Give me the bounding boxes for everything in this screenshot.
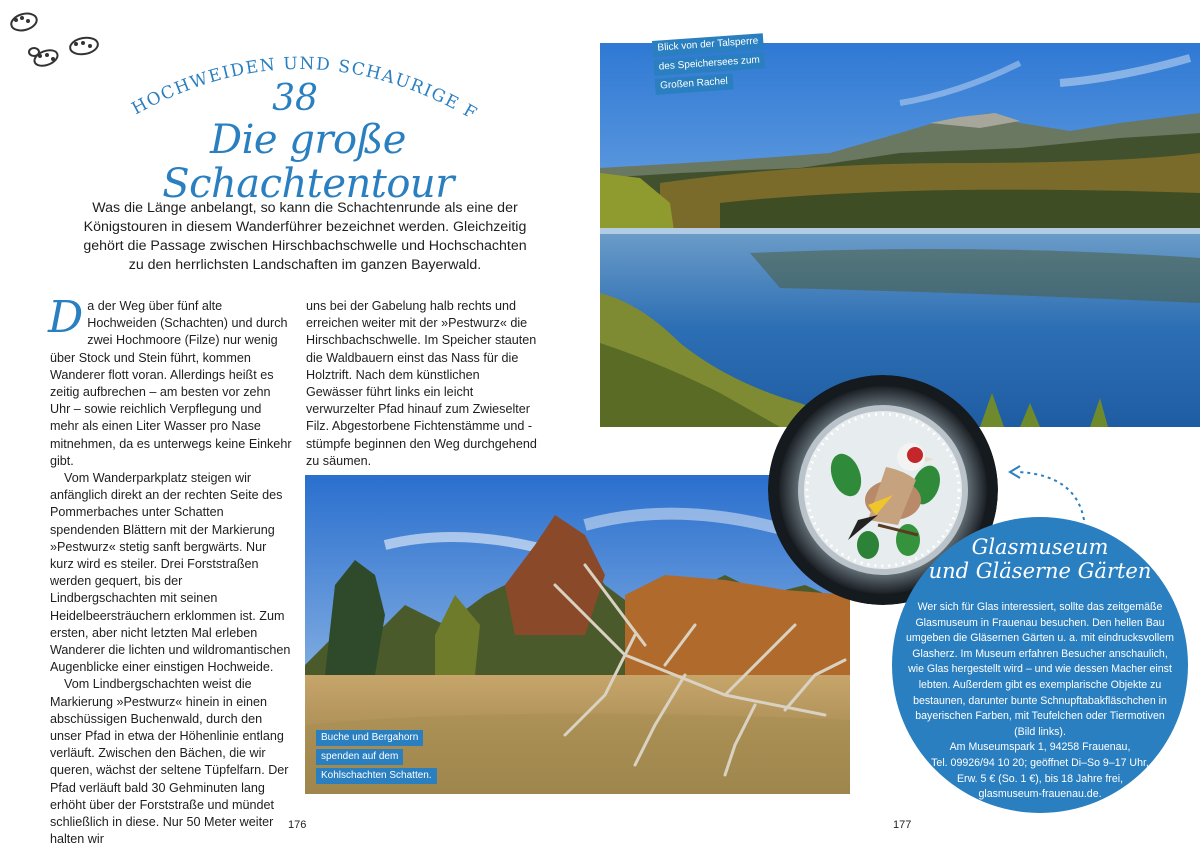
body-column-1	[48, 292, 292, 849]
page-title: Die große Schachtentour	[162, 117, 454, 207]
info-title-line: und Gläserne Gärten	[928, 559, 1152, 583]
lake-photo	[600, 43, 1200, 427]
drop-cap: D	[48, 292, 84, 343]
forest-caption	[316, 730, 437, 784]
info-website: glasmuseum-frauenau.de.	[978, 788, 1102, 801]
info-text	[906, 600, 1174, 803]
body-paragraph: Vom Lindbergschachten weist die Markierung »Pestwurz« hinein in einen abschüssigen Buchenwald, durch den unser Pfad in etwa der Höhenlinie entlang verläuft. Zwischen den Bächen, die wir queren, wächst der seltene Tüpfelfarn. Der Pfad verläuft bald 30 Gehminuten lang erhöht über der Forststraße und mündet schließlich in diese. Nur 50 Meter weiter halten wir	[50, 677, 289, 847]
lake-caption	[652, 33, 767, 95]
footprints-icon	[6, 6, 106, 72]
caption-line: Kohlschachten Schatten.	[316, 768, 437, 784]
tour-number: 38	[272, 78, 318, 119]
info-address: Am Museumspark 1, 94258 Frauenau,	[949, 741, 1131, 754]
body-column-2	[306, 298, 538, 470]
caption-line: Großen Rachel	[655, 73, 734, 94]
caption-line: Blick von der Talsperre	[652, 33, 764, 57]
info-description: Wer sich für Glas interessiert, sollte das zeitgemäße Glasmuseum in Frauenau besuchen. Den hellen Bau umgeben die Gläsernen Gärten u. a. mit eindrucksvollem Glasherz. Im Museum erfahren Besucher anschaulich, wie Glas hergestellt wird – und wie dessen Macher einst lebten. Außerdem gibt es exemplarische Objekte zu bestaunen, darunter bunte Schnupftabakfläschchen in bayerischen Farben, mit Teufelchen oder Tiermotiven (Bild links).	[906, 601, 1174, 738]
body-paragraph: Vom Wanderparkplatz steigen wir anfänglich direkt an der rechten Seite des Pommerbaches unter Schatten spendenden Blättern mit der Markierung »Pestwurz« stetig sanft bergwärts. Nur kurz wird es steiler. Drei Forststraßen werden gequert, bis der Lindbergschachten mit seinen Heidelbeersträuchern erklommen ist. Zum ersten, aber nicht letzten Mal erleben Wanderer die lichten und wildromantischen Augenblicke einer einstigen Hochweide.	[50, 471, 291, 675]
info-title-line: Glasmuseum	[971, 535, 1109, 559]
body-paragraph: uns bei der Gabelung halb rechts und erreichen weiter mit der »Pestwurz« die Hirschbachschwelle. Im Speicher stauten die Waldbauern einst das Nass für die Holztrift. Nach dem künstlichen Gewässer führt links ein leicht verwurzelter Pfad hinauf zum Zwieselter Filz. Abgestorbene Fichtenstämme und -stümpfe beginnen den Weg durchgehend zu säumen.	[306, 299, 537, 468]
info-box-glasmuseum	[892, 517, 1188, 813]
caption-line: des Speichersees zum	[653, 52, 765, 76]
caption-line: spenden auf dem	[316, 749, 403, 765]
kicker-text: ALTE HOCHWEIDEN UND SCHAURIGE FILZE	[103, 25, 482, 125]
body-paragraph: Da der Weg über fünf alte Hochweiden (Schachten) und durch zwei Hochmoore (Filze) nur wenig über Stock und Stein führt, kommen Wanderer flott voran. Allerdings heißt es zeitig aufbrechen – am besten vor zehn Uhr – sowie reichlich Verpflegung und mehr als einen Liter Wasser pro Nase mitnehmen, da es unterwegs keine Einkehr gibt.	[48, 292, 292, 468]
page-number-left: 176	[288, 819, 307, 831]
caption-line: Buche und Bergahorn	[316, 730, 423, 746]
info-phone-hours: Tel. 09926/94 10 20; geöffnet Di–So 9–17 Uhr,	[931, 756, 1149, 769]
lead-paragraph: Was die Länge anbelangt, so kann die Schachtenrunde als eine der Königstouren in diesem Wanderführer bezeichnet werden. Gleichzeitig gehört die Passage zwischen Hirschbachschwelle und Hochschachten zu den herrlichsten Landschaften im ganzen Bayerwald.	[83, 200, 527, 273]
page-number-right: 177	[893, 819, 912, 831]
info-prices: Erw. 5 € (So. 1 €), bis 18 Jahre frei,	[956, 772, 1124, 785]
info-title	[892, 535, 1188, 583]
